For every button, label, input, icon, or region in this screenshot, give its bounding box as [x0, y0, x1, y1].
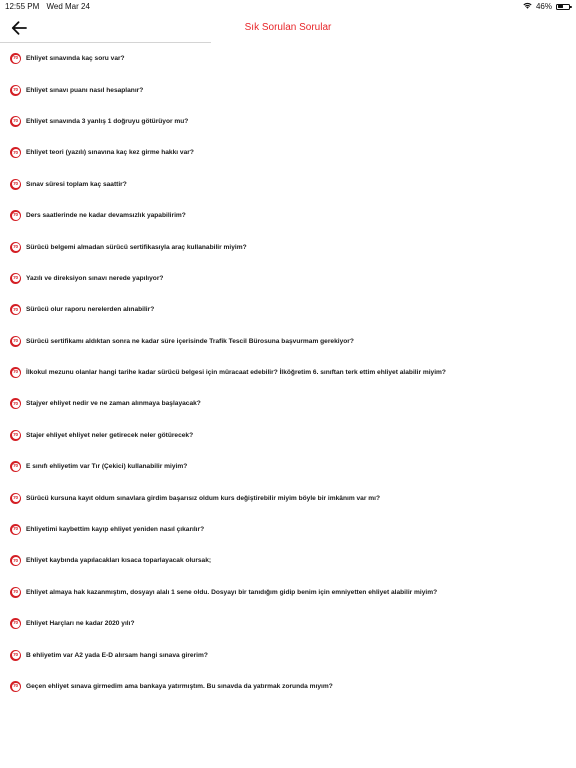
page-title: Sık Sorulan Sorular — [244, 22, 332, 33]
battery-icon — [556, 4, 570, 10]
speed-limit-icon — [10, 618, 21, 629]
speed-limit-label: 70 — [12, 117, 20, 125]
faq-question: Ehliyet teori (yazılı) sınavına kaç kez girme hakkı var? — [26, 149, 194, 157]
faq-item[interactable] — [0, 43, 576, 74]
speed-limit-label: 70 — [12, 683, 20, 691]
speed-limit-icon — [10, 461, 21, 472]
faq-question: Ehliyet sınavı puanı nasıl hesaplanır? — [26, 86, 144, 94]
status-date: Wed Mar 24 — [46, 2, 90, 11]
speed-limit-icon — [10, 85, 21, 96]
navigation-bar — [0, 14, 576, 42]
faq-question: Sürücü kursuna kayıt oldum sınavlara girdim başarısız oldum kurs değiştirebilir miyim böyle bir imkânım var mı? — [26, 494, 380, 502]
speed-limit-icon — [10, 210, 21, 221]
faq-question: Ehliyet sınavında 3 yanlış 1 doğruyu götürüyor mu? — [26, 117, 189, 125]
status-bar — [0, 0, 576, 14]
speed-limit-icon — [10, 430, 21, 441]
speed-limit-label: 70 — [12, 494, 20, 502]
faq-question: Ehliyet almaya hak kazanmıştım, dosyayı alalı 1 sene oldu. Dosyayı bir tanıdığım gidip benim için emniyetten ehliyet alabilir miyim? — [26, 588, 438, 596]
faq-item[interactable] — [0, 106, 576, 137]
faq-item[interactable] — [0, 388, 576, 419]
speed-limit-label: 70 — [12, 243, 20, 251]
faq-item[interactable] — [0, 200, 576, 231]
faq-question: B ehliyetim var A2 yada E-D alırsam hangi sınava girerim? — [26, 651, 208, 659]
faq-question: İlkokul mezunu olanlar hangi tarihe kadar sürücü belgesi için müracaat edebilir? İlköğretim 6. sınıftan terk ettim ehliyet alabilir miyim? — [26, 369, 446, 377]
speed-limit-label: 70 — [12, 180, 20, 188]
speed-limit-label: 70 — [12, 369, 20, 377]
faq-question: Sürücü sertifikamı aldıktan sonra ne kadar süre içerisinde Trafik Tescil Bürosuna başvurmam gerekiyor? — [26, 337, 354, 345]
faq-item[interactable] — [0, 263, 576, 294]
faq-item[interactable] — [0, 326, 576, 357]
faq-question: Sürücü belgemi almadan sürücü sertifikasıyla araç kullanabilir miyim? — [26, 243, 247, 251]
battery-fill — [558, 5, 563, 8]
faq-item[interactable] — [0, 231, 576, 262]
faq-item[interactable] — [0, 514, 576, 545]
faq-item[interactable] — [0, 482, 576, 513]
faq-question: Ders saatlerinde ne kadar devamsızlık yapabilirim? — [26, 212, 186, 220]
speed-limit-label: 70 — [12, 86, 20, 94]
speed-limit-label: 70 — [12, 212, 20, 220]
faq-question: Geçen ehliyet sınava girmedim ama bankaya yatırmıştım. Bu sınavda da yatırmak zorunda mıyım? — [26, 683, 333, 690]
faq-item[interactable] — [0, 577, 576, 608]
faq-item[interactable] — [0, 74, 576, 105]
speed-limit-label: 70 — [12, 55, 20, 63]
speed-limit-label: 70 — [12, 306, 20, 314]
speed-limit-icon — [10, 650, 21, 661]
faq-item[interactable] — [0, 608, 576, 639]
wifi-icon — [523, 2, 532, 11]
speed-limit-icon — [10, 242, 21, 253]
speed-limit-icon — [10, 116, 21, 127]
speed-limit-icon — [10, 336, 21, 347]
speed-limit-label: 70 — [12, 431, 20, 439]
faq-item[interactable] — [0, 545, 576, 576]
speed-limit-label: 70 — [12, 149, 20, 157]
faq-item[interactable] — [0, 294, 576, 325]
speed-limit-label: 70 — [12, 651, 20, 659]
speed-limit-icon — [10, 179, 21, 190]
faq-item[interactable] — [0, 451, 576, 482]
faq-item[interactable] — [0, 169, 576, 200]
faq-item[interactable] — [0, 639, 576, 670]
faq-question: Stajyer ehliyet nedir ve ne zaman alınmaya başlayacak? — [26, 400, 201, 408]
faq-question: Yazılı ve direksiyon sınavı nerede yapılıyor? — [26, 274, 164, 282]
speed-limit-icon — [10, 524, 21, 535]
speed-limit-icon — [10, 147, 21, 158]
faq-item[interactable] — [0, 671, 576, 702]
speed-limit-label: 70 — [12, 274, 20, 282]
speed-limit-icon — [10, 681, 21, 692]
faq-item[interactable] — [0, 357, 576, 388]
speed-limit-label: 70 — [12, 526, 20, 534]
faq-question: Ehliyet kaybında yapılacakları kısaca toparlayacak olursak; — [26, 557, 212, 565]
speed-limit-label: 70 — [12, 620, 20, 628]
speed-limit-icon — [10, 555, 21, 566]
speed-limit-icon — [10, 367, 21, 378]
speed-limit-label: 70 — [12, 400, 20, 408]
speed-limit-icon — [10, 493, 21, 504]
speed-limit-icon — [10, 273, 21, 284]
speed-limit-label: 70 — [12, 463, 20, 471]
faq-question: Ehliyet sınavında kaç soru var? — [26, 55, 125, 63]
speed-limit-icon — [10, 304, 21, 315]
speed-limit-label: 70 — [12, 557, 20, 565]
speed-limit-label: 70 — [12, 588, 20, 596]
status-time: 12:55 PM — [5, 2, 40, 11]
faq-question: Ehliyetimi kaybettim kayıp ehliyet yeniden nasıl çıkarılır? — [26, 526, 205, 534]
speed-limit-label: 70 — [12, 337, 20, 345]
faq-question: Sınav süresi toplam kaç saattir? — [26, 180, 127, 188]
faq-question: Ehliyet Harçları ne kadar 2020 yılı? — [26, 620, 135, 628]
faq-question: Sürücü olur raporu nerelerden alınabilir? — [26, 306, 155, 314]
status-right — [523, 2, 570, 11]
speed-limit-icon — [10, 587, 21, 598]
faq-question: Stajer ehliyet ehliyet neler getirecek neler götürecek? — [26, 431, 194, 439]
faq-item[interactable] — [0, 137, 576, 168]
faq-question: E sınıfı ehliyetim var Tır (Çekici) kullanabilir miyim? — [26, 463, 188, 471]
status-left — [5, 2, 95, 11]
speed-limit-icon — [10, 53, 21, 64]
battery-percent: 46% — [535, 2, 552, 11]
speed-limit-icon — [10, 398, 21, 409]
faq-item[interactable] — [0, 420, 576, 451]
faq-list — [0, 42, 576, 702]
